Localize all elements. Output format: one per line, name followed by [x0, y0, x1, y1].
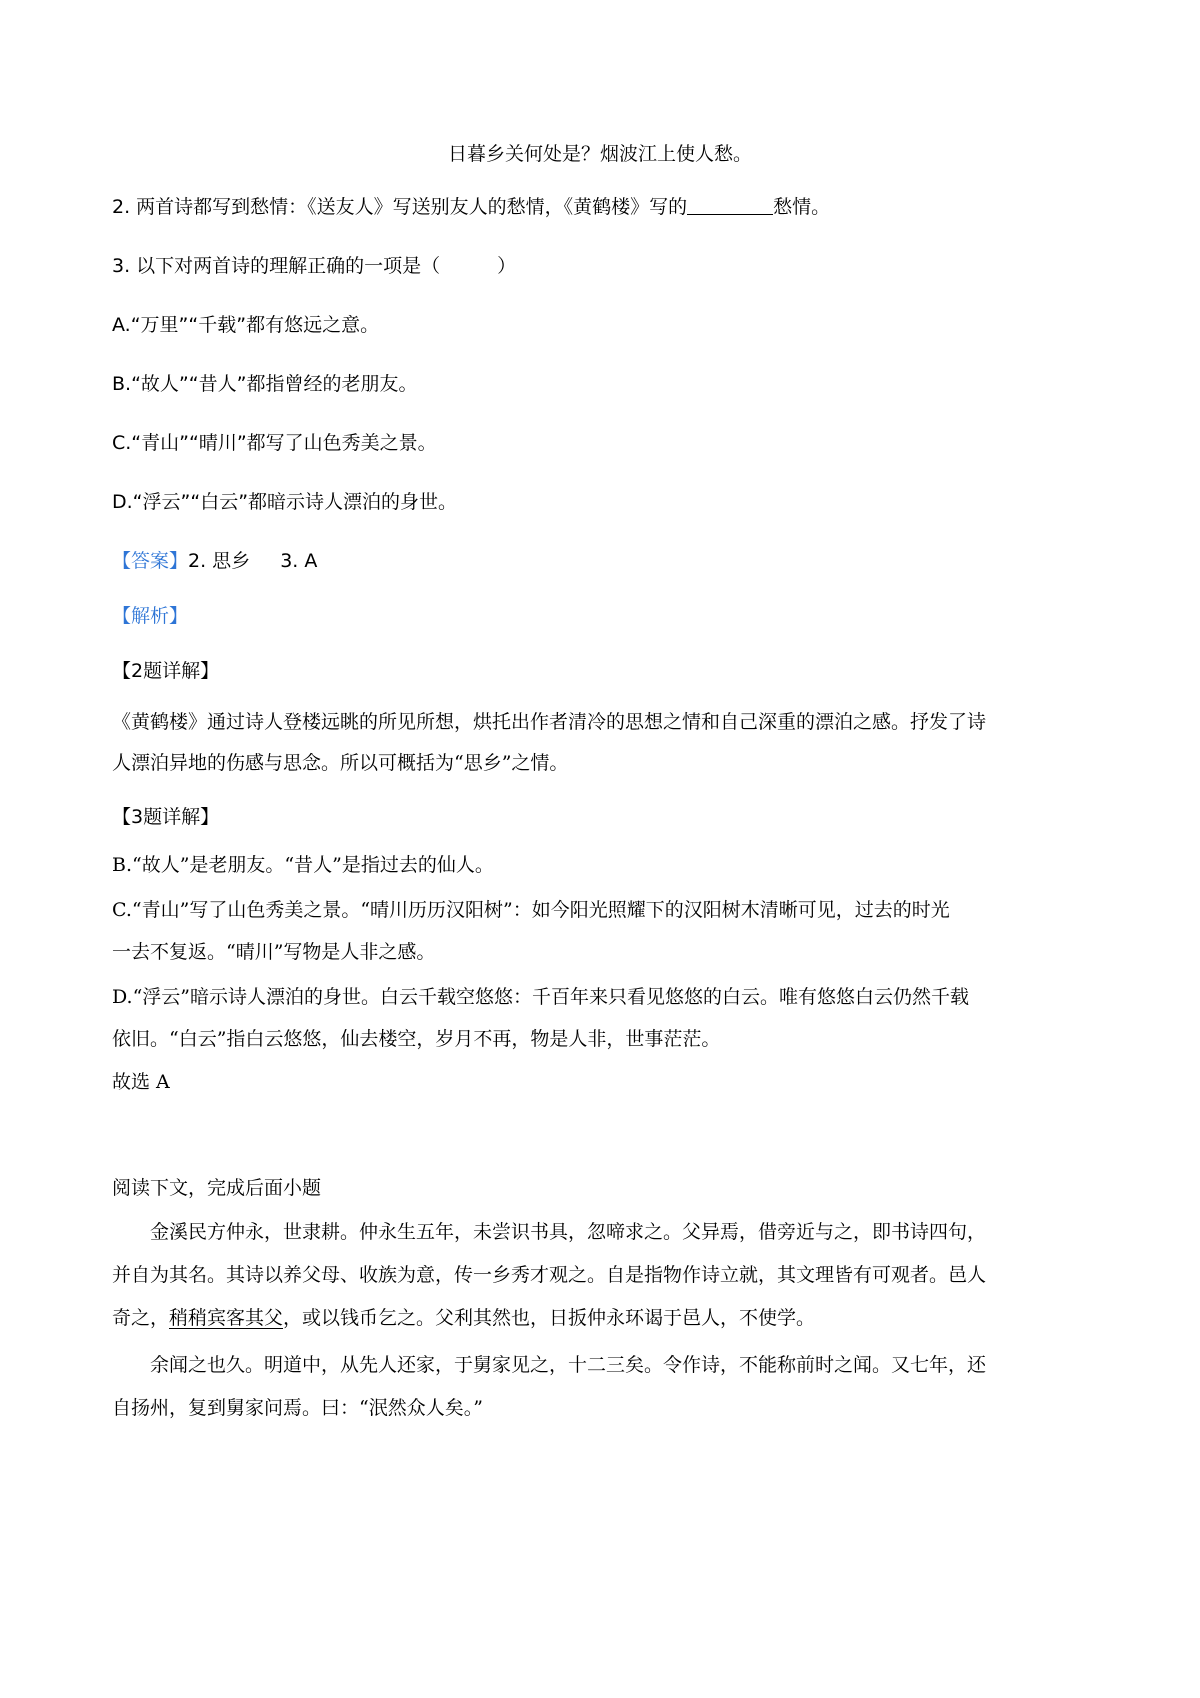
option-a: A.“万里”“千载”都有悠远之意。 — [112, 314, 380, 336]
passage-p1-line-3 — [112, 1304, 815, 1332]
answer-3: 3. A — [280, 550, 318, 572]
passage-p1-line-3-start: 奇之， — [112, 1307, 170, 1329]
detail-3-line-4: D.“浮云”暗示诗人漂泊的身世。白云千载空悠悠：千百年来只看见悠悠的白云。唯有悠悠白云仍然千载 — [112, 986, 970, 1008]
detail-3-line-3: 一去不复返。“晴川”写物是人非之感。 — [112, 941, 436, 963]
passage-p2-line-2: 自扬州，复到舅家问焉。曰：“泯然众人矣。” — [112, 1397, 483, 1419]
final-choice: 故选 A — [112, 1071, 170, 1093]
passage-p1-line-1: 金溪民方仲永，世隶耕。仲永生五年，未尝识书具，忽啼求之。父异焉，借旁近与之，即书诗四句， — [150, 1221, 987, 1243]
detail-3-line-2: C.“青山”写了山色秀美之景。“晴川历历汉阳树”：如今阳光照耀下的汉阳树木清晰可见，过去的时光 — [112, 899, 950, 921]
detail-3-line-5: 依旧。“白云”指白云悠悠，仙去楼空，岁月不再，物是人非，世事茫茫。 — [112, 1028, 721, 1050]
option-d: D.“浮云”“白云”都暗示诗人漂泊的身世。 — [112, 491, 458, 513]
passage-p2-line-1: 余闻之也久。明道中，从先人还家，于舅家见之，十二三矣。令作诗，不能称前时之闻。又七年，还 — [150, 1354, 987, 1376]
answer-2: 2. 思乡 — [188, 550, 251, 572]
passage-p1-line-3-end: ，或以钱币乞之。父利其然也，日扳仲永环谒于邑人，不使学。 — [283, 1307, 816, 1329]
reading-intro: 阅读下文，完成后面小题 — [112, 1177, 322, 1199]
underlined-phrase: 稍稍宾客其父 — [169, 1307, 284, 1329]
option-b: B.“故人”“昔人”都指曾经的老朋友。 — [112, 373, 418, 395]
analysis-tag: 【解析】 — [112, 605, 189, 627]
poem-line: 日暮乡关何处是？烟波江上使人愁。 — [447, 143, 752, 165]
answer-blank — [687, 196, 773, 215]
detail-3-line-1: B.“故人”是老朋友。“昔人”是指过去的仙人。 — [112, 854, 494, 876]
question-2-text: 2. 两首诗都写到愁情：《送友人》写送别友人的愁情，《黄鹤楼》写的 — [112, 196, 688, 218]
question-2-suffix: 愁情。 — [773, 196, 831, 218]
answer-line — [112, 547, 317, 575]
answer-tag: 【答案】 — [112, 550, 189, 572]
detail-2-line-1: 《黄鹤楼》通过诗人登楼远眺的所见所想，烘托出作者清冷的思想之情和自己深重的漂泊之感。抒发了诗 — [112, 711, 987, 733]
option-c: C.“青山”“晴川”都写了山色秀美之景。 — [112, 432, 437, 454]
question-3-stem: 3. 以下对两首诗的理解正确的一项是（ ） — [112, 255, 517, 277]
passage-p1-line-2: 并自为其名。其诗以养父母、收族为意，传一乡秀才观之。自是指物作诗立就，其文理皆有可观者。邑人 — [112, 1264, 987, 1286]
question-2 — [112, 193, 830, 221]
detail-3-heading: 【3题详解】 — [112, 806, 220, 828]
detail-2-heading: 【2题详解】 — [112, 660, 220, 682]
detail-2-line-2: 人漂泊异地的伤感与思念。所以可概括为“思乡”之情。 — [112, 752, 569, 774]
